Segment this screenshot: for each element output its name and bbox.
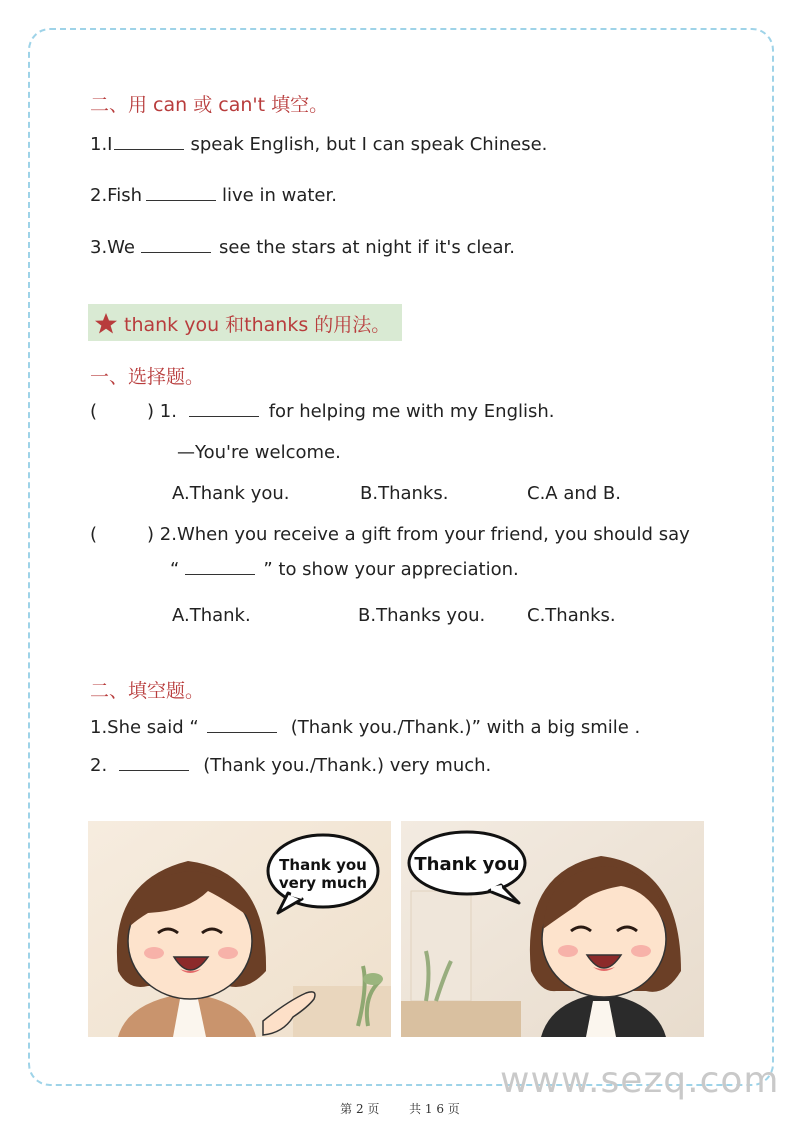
answer-blank[interactable] <box>119 770 189 771</box>
answer-paren-close: ) <box>147 401 155 422</box>
option-b[interactable]: B.Thanks. <box>360 483 449 504</box>
question-text: 2.When you receive a gift from your friend, you should say <box>159 524 690 545</box>
page-footer <box>0 1100 800 1117</box>
question-text: to show your appreciation. <box>278 559 519 580</box>
fill-question-2 <box>90 755 491 776</box>
question-text: speak English, but I can speak Chinese. <box>190 134 548 155</box>
can-question-1 <box>90 134 547 155</box>
question-text: for helping me with my English. <box>268 401 555 422</box>
question-text: (Thank you./Thank.) very much. <box>203 755 492 776</box>
section-can-heading: 二、用 can 或 can't 填空。 <box>90 94 329 116</box>
page-total: 共 1 6 页 <box>409 1102 460 1116</box>
quote-open: “ <box>170 559 180 580</box>
can-question-2 <box>90 185 337 206</box>
answer-blank[interactable] <box>207 732 277 733</box>
answer-blank[interactable] <box>189 416 259 417</box>
dialogue-reply: —You're welcome. <box>177 442 341 463</box>
option-b[interactable]: B.Thanks you. <box>358 605 486 626</box>
answer-blank[interactable] <box>146 200 216 201</box>
question-prefix: 2. <box>90 755 108 776</box>
choice-question-1 <box>90 401 555 422</box>
woman-speaking-illustration <box>401 821 704 1037</box>
option-a[interactable]: A.Thank. <box>172 605 251 626</box>
question-text: live in water. <box>222 185 337 206</box>
answer-blank[interactable] <box>114 149 184 150</box>
question-text: (Thank you./Thank.)” with a big smile . <box>290 717 641 738</box>
answer-blank[interactable] <box>185 574 255 575</box>
speech-bubble-line-2: very much <box>278 874 368 892</box>
question-prefix: 2.Fish <box>90 185 143 206</box>
illustration-left <box>88 821 391 1037</box>
speech-bubble-text: Thank you <box>414 854 520 875</box>
question-prefix: 1.She said “ <box>90 717 199 738</box>
option-c[interactable]: C.A and B. <box>527 483 621 504</box>
choice-question-2-cont <box>170 559 519 580</box>
answer-blank[interactable] <box>141 252 211 253</box>
star-icon <box>94 312 118 334</box>
question-number: 1. <box>159 401 177 422</box>
answer-paren-open: ( <box>90 524 98 545</box>
choice-question-2 <box>90 524 690 545</box>
speech-bubble-line-1: Thank you <box>279 856 367 874</box>
quote-close: ” <box>263 559 273 580</box>
question-prefix: 3.We <box>90 237 135 258</box>
girl-speaking-illustration <box>88 821 391 1037</box>
section-choice-heading: 一、选择题。 <box>90 366 205 388</box>
can-question-3 <box>90 237 515 258</box>
question-text: see the stars at night if it's clear. <box>219 237 515 258</box>
illustration-right <box>401 821 704 1037</box>
option-c[interactable]: C.Thanks. <box>527 605 616 626</box>
answer-paren-close: ) <box>147 524 155 545</box>
topic-title: thank you 和thanks 的用法。 <box>124 314 391 336</box>
question-prefix: 1.I <box>90 134 113 155</box>
option-a[interactable]: A.Thank you. <box>172 483 290 504</box>
answer-paren-open: ( <box>90 401 98 422</box>
page-number: 第 2 页 <box>340 1102 380 1116</box>
section-fill-heading: 二、填空题。 <box>90 680 205 702</box>
topic-banner <box>88 304 402 341</box>
watermark: www.sezq.com <box>500 1060 780 1101</box>
fill-question-1 <box>90 717 640 738</box>
